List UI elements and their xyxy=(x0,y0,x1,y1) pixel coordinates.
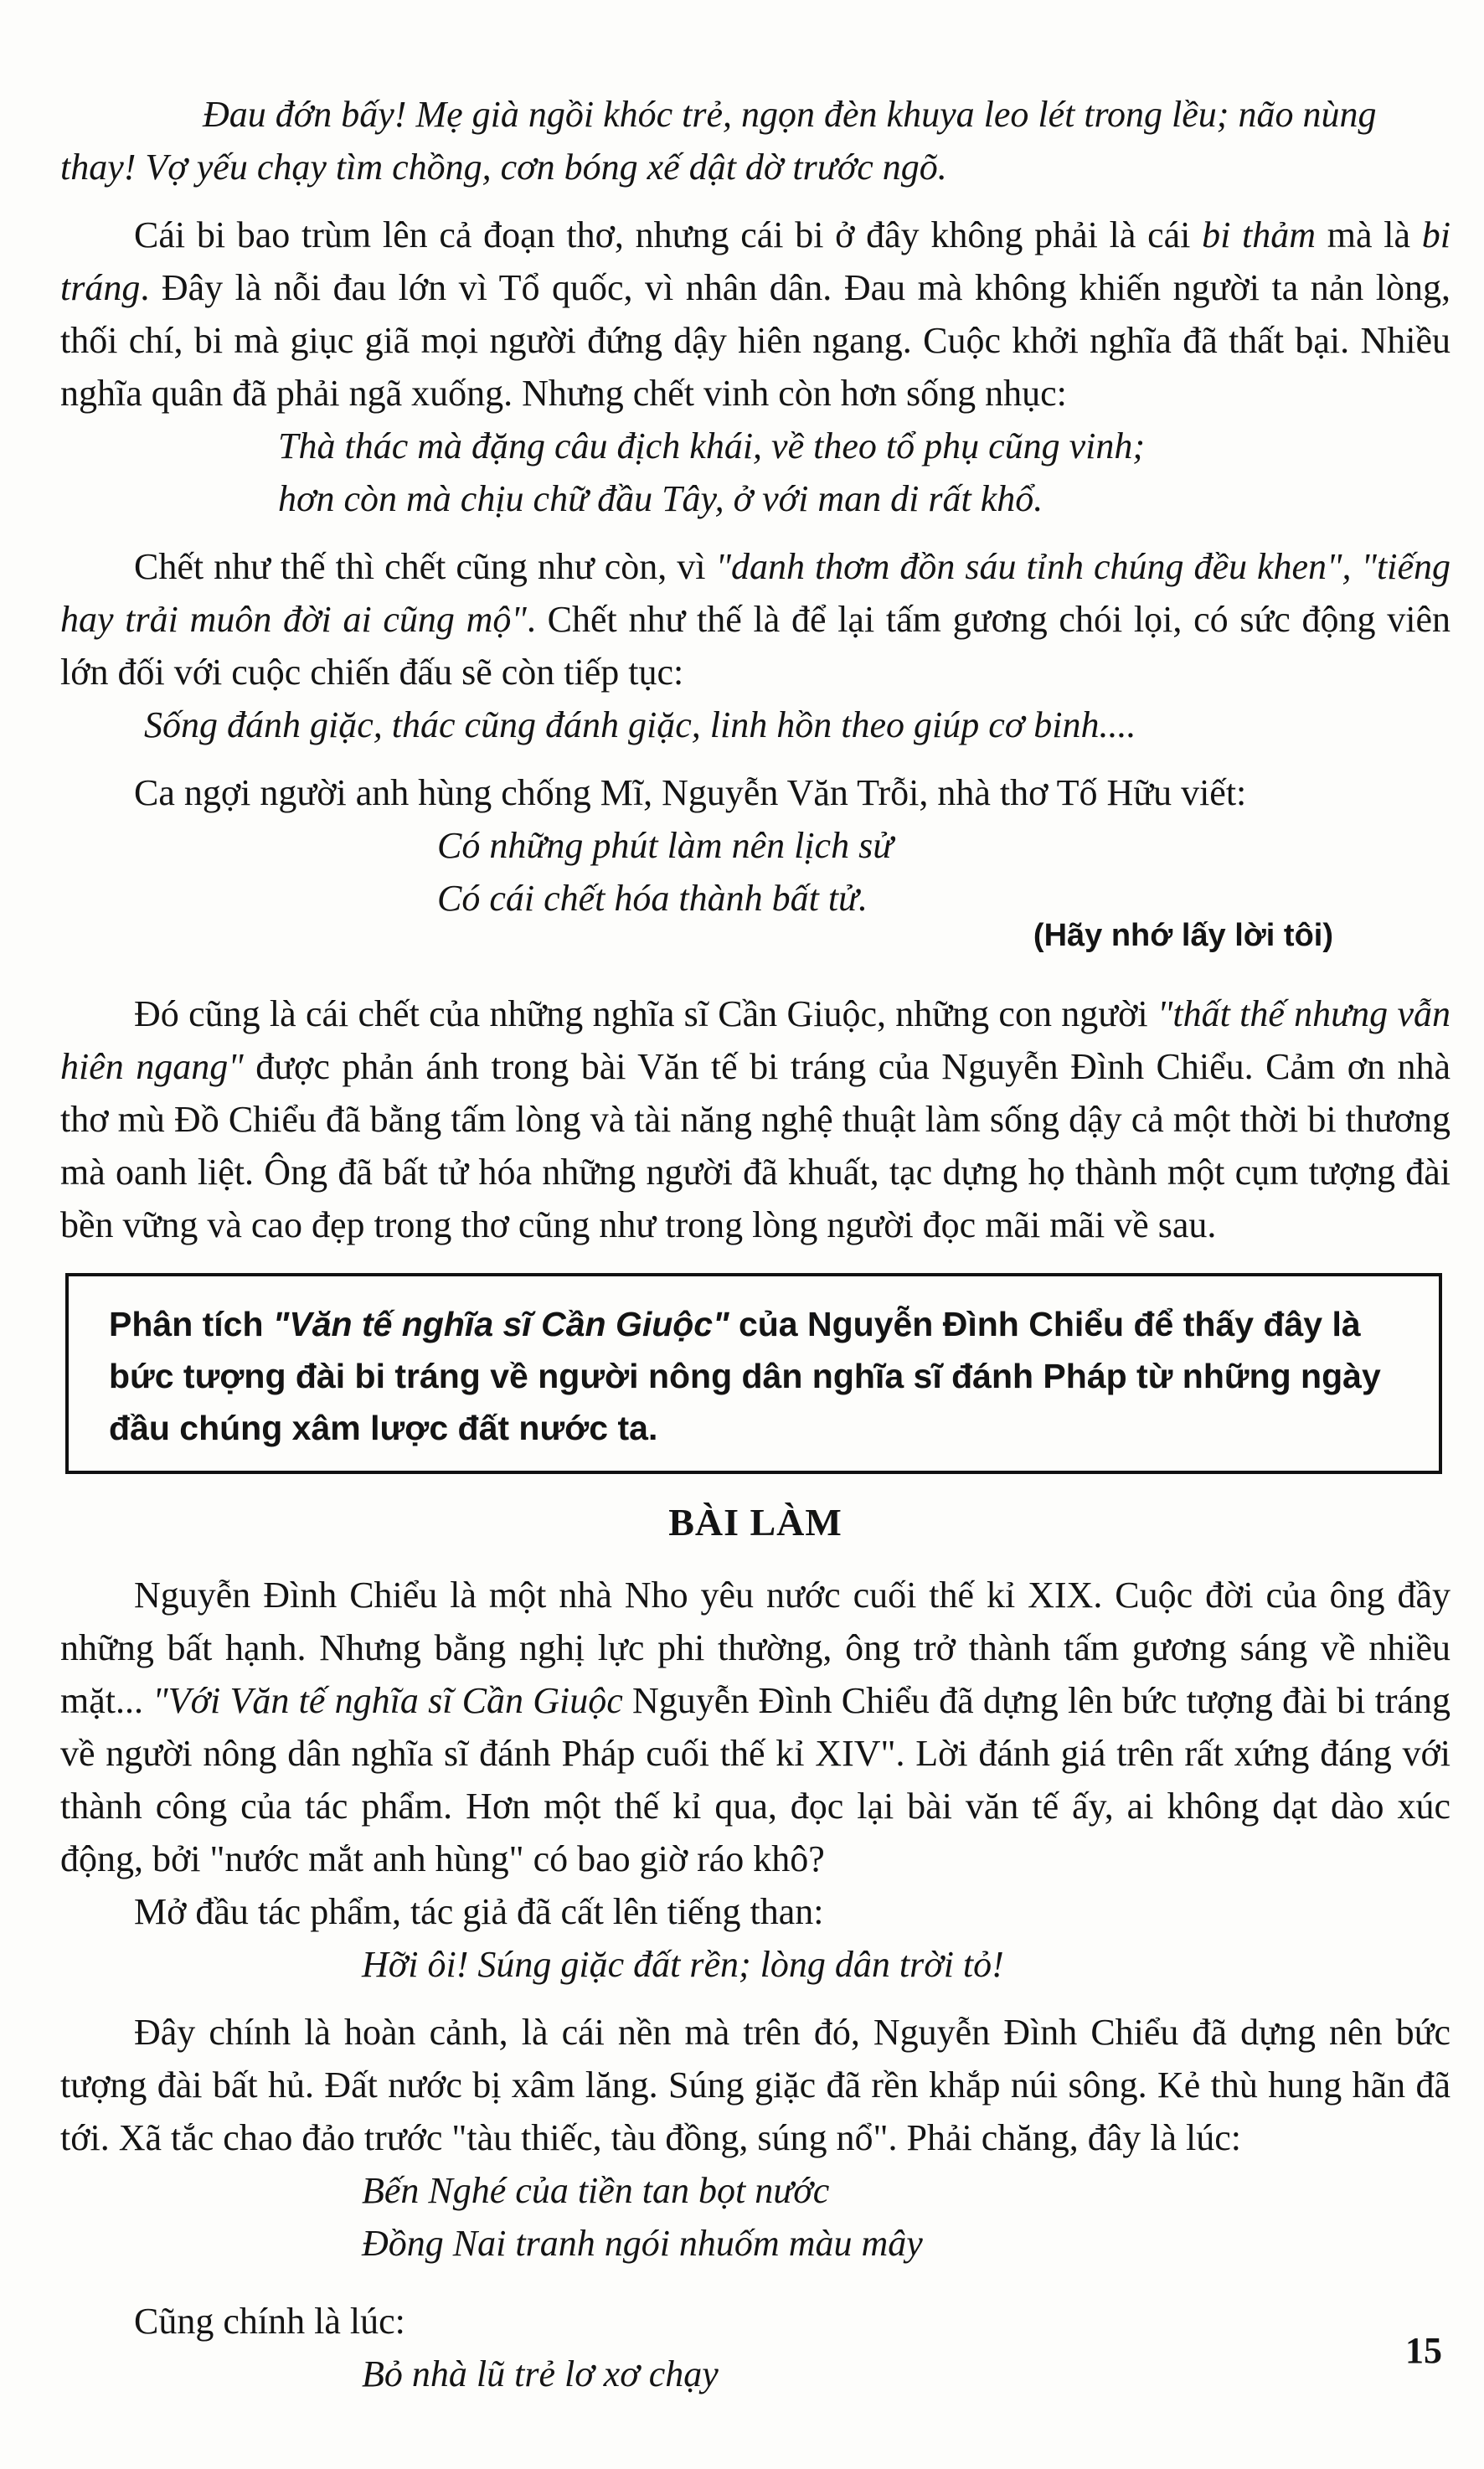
poem-credit: (Hãy nhớ lấy lời tôi) xyxy=(1033,918,1333,953)
body-paragraph: Đó cũng là cái chết của những nghĩa sĩ Cần Giuộc, những con người "thất thế nhưng vẫn hiên ngang" được phản ánh trong bài Văn tế bi tráng của Nguyễn Đình Chiểu. Cảm ơn nhà thơ mù Đồ Chiểu đã bằng tấm lòng và tài năng nghệ thuật làm sống dậy cả một thời bi thương mà oanh liệt. Ông đã bất tử hóa những người đã khuất, tạc dựng họ thành một cụm tượng đài bền vững và cao đẹp trong thơ cũng như trong lòng người đọc mãi mãi về sau. xyxy=(60,993,1451,1245)
verse-line: Bến Nghé của tiền tan bọt nước xyxy=(362,2170,830,2211)
body-paragraph: Nguyễn Đình Chiểu là một nhà Nho yêu nước cuối thế kỉ XIX. Cuộc đời của ông đầy những bất hạnh. Nhưng bằng nghị lực phi thường, ông trở thành tấm gương sáng về nhiều mặt... "Với Văn tế nghĩa sĩ Cần Giuộc Nguyễn Đình Chiểu đã dựng lên bức tượng đài bi tráng về người nông dân nghĩa sĩ đánh Pháp cuối thế kỉ XIV". Lời đánh giá trên rất xứng đáng với thành công của tác phẩm. Hơn một thế kỉ qua, đọc lại bài văn tế ấy, ai không dạt dào xúc động, bởi "nước mắt anh hùng" có bao giờ ráo khô? xyxy=(60,1575,1451,1879)
body-paragraph: Đây chính là hoàn cảnh, là cái nền mà trên đó, Nguyễn Đình Chiểu đã dựng nên bức tượng đài bất hủ. Đất nước bị xâm lăng. Súng giặc đã rền khắp núi sông. Kẻ thù hung hãn đã tới. Xã tắc chao đảo trước "tàu thiếc, tàu đồng, súng nổ". Phải chăng, đây là lúc: xyxy=(60,2012,1451,2158)
body-paragraph: Cái bi bao trùm lên cả đoạn thơ, nhưng cái bi ở đây không phải là cái bi thảm mà là bi tráng. Đây là nỗi đau lớn vì Tổ quốc, vì nhân dân. Đau mà không khiến người ta nản lòng, thối chí, bi mà giục giã mọi người đứng dậy hiên ngang. Cuộc khởi nghĩa đã thất bại. Nhiều nghĩa quân đã phải ngã xuống. Nhưng chết vinh còn hơn sống nhục: xyxy=(60,214,1451,414)
essay-topic-box: Phân tích "Văn tế nghĩa sĩ Cần Giuộc" của Nguyễn Đình Chiểu để thấy đây là bức tượng đài bi tráng về người nông dân nghĩa sĩ đánh Pháp từ những ngày đầu chúng xâm lược đất nước ta. xyxy=(65,1273,1442,1474)
body-paragraph: Ca ngợi người anh hùng chống Mĩ, Nguyễn Văn Trỗi, nhà thơ Tố Hữu viết: xyxy=(134,772,1247,813)
verse-line: Có những phút làm nên lịch sử xyxy=(437,825,894,866)
verse-line: Có cái chết hóa thành bất tử. xyxy=(437,878,868,919)
page-number: 15 xyxy=(1405,2330,1442,2371)
verse-line: Sống đánh giặc, thác cũng đánh giặc, linh hồn theo giúp cơ binh.... xyxy=(144,704,1136,745)
verse-line: hơn còn mà chịu chữ đầu Tây, ở với man di rất khổ. xyxy=(278,478,1043,519)
body-paragraph: Cũng chính là lúc: xyxy=(134,2301,405,2342)
verse-line: Hỡi ôi! Súng giặc đất rền; lòng dân trời tỏ! xyxy=(362,1944,1004,1985)
verse-line: Bỏ nhà lũ trẻ lơ xơ chạy xyxy=(362,2353,719,2394)
body-paragraph: Mở đầu tác phẩm, tác giả đã cất lên tiếng than: xyxy=(134,1891,824,1932)
verse-line: Thà thác mà đặng câu địch khái, về theo tổ phụ cũng vinh; xyxy=(278,425,1146,466)
section-heading: BÀI LÀM xyxy=(668,1501,842,1544)
quote-paragraph: Đau đớn bấy! Mẹ già ngồi khóc trẻ, ngọn đèn khuya leo lét trong lều; não nùng thay! Vợ yếu chạy tìm chồng, cơn bóng xế dật dờ trước ngõ. xyxy=(60,94,1377,188)
verse-line: Đồng Nai tranh ngói nhuốm màu mây xyxy=(362,2223,923,2264)
body-paragraph: Chết như thế thì chết cũng như còn, vì "danh thơm đồn sáu tỉnh chúng đều khen", "tiếng hay trải muôn đời ai cũng mộ". Chết như thế là để lại tấm gương chói lọi, có sức động viên lớn đối với cuộc chiến đấu sẽ còn tiếp tục: xyxy=(60,546,1451,693)
